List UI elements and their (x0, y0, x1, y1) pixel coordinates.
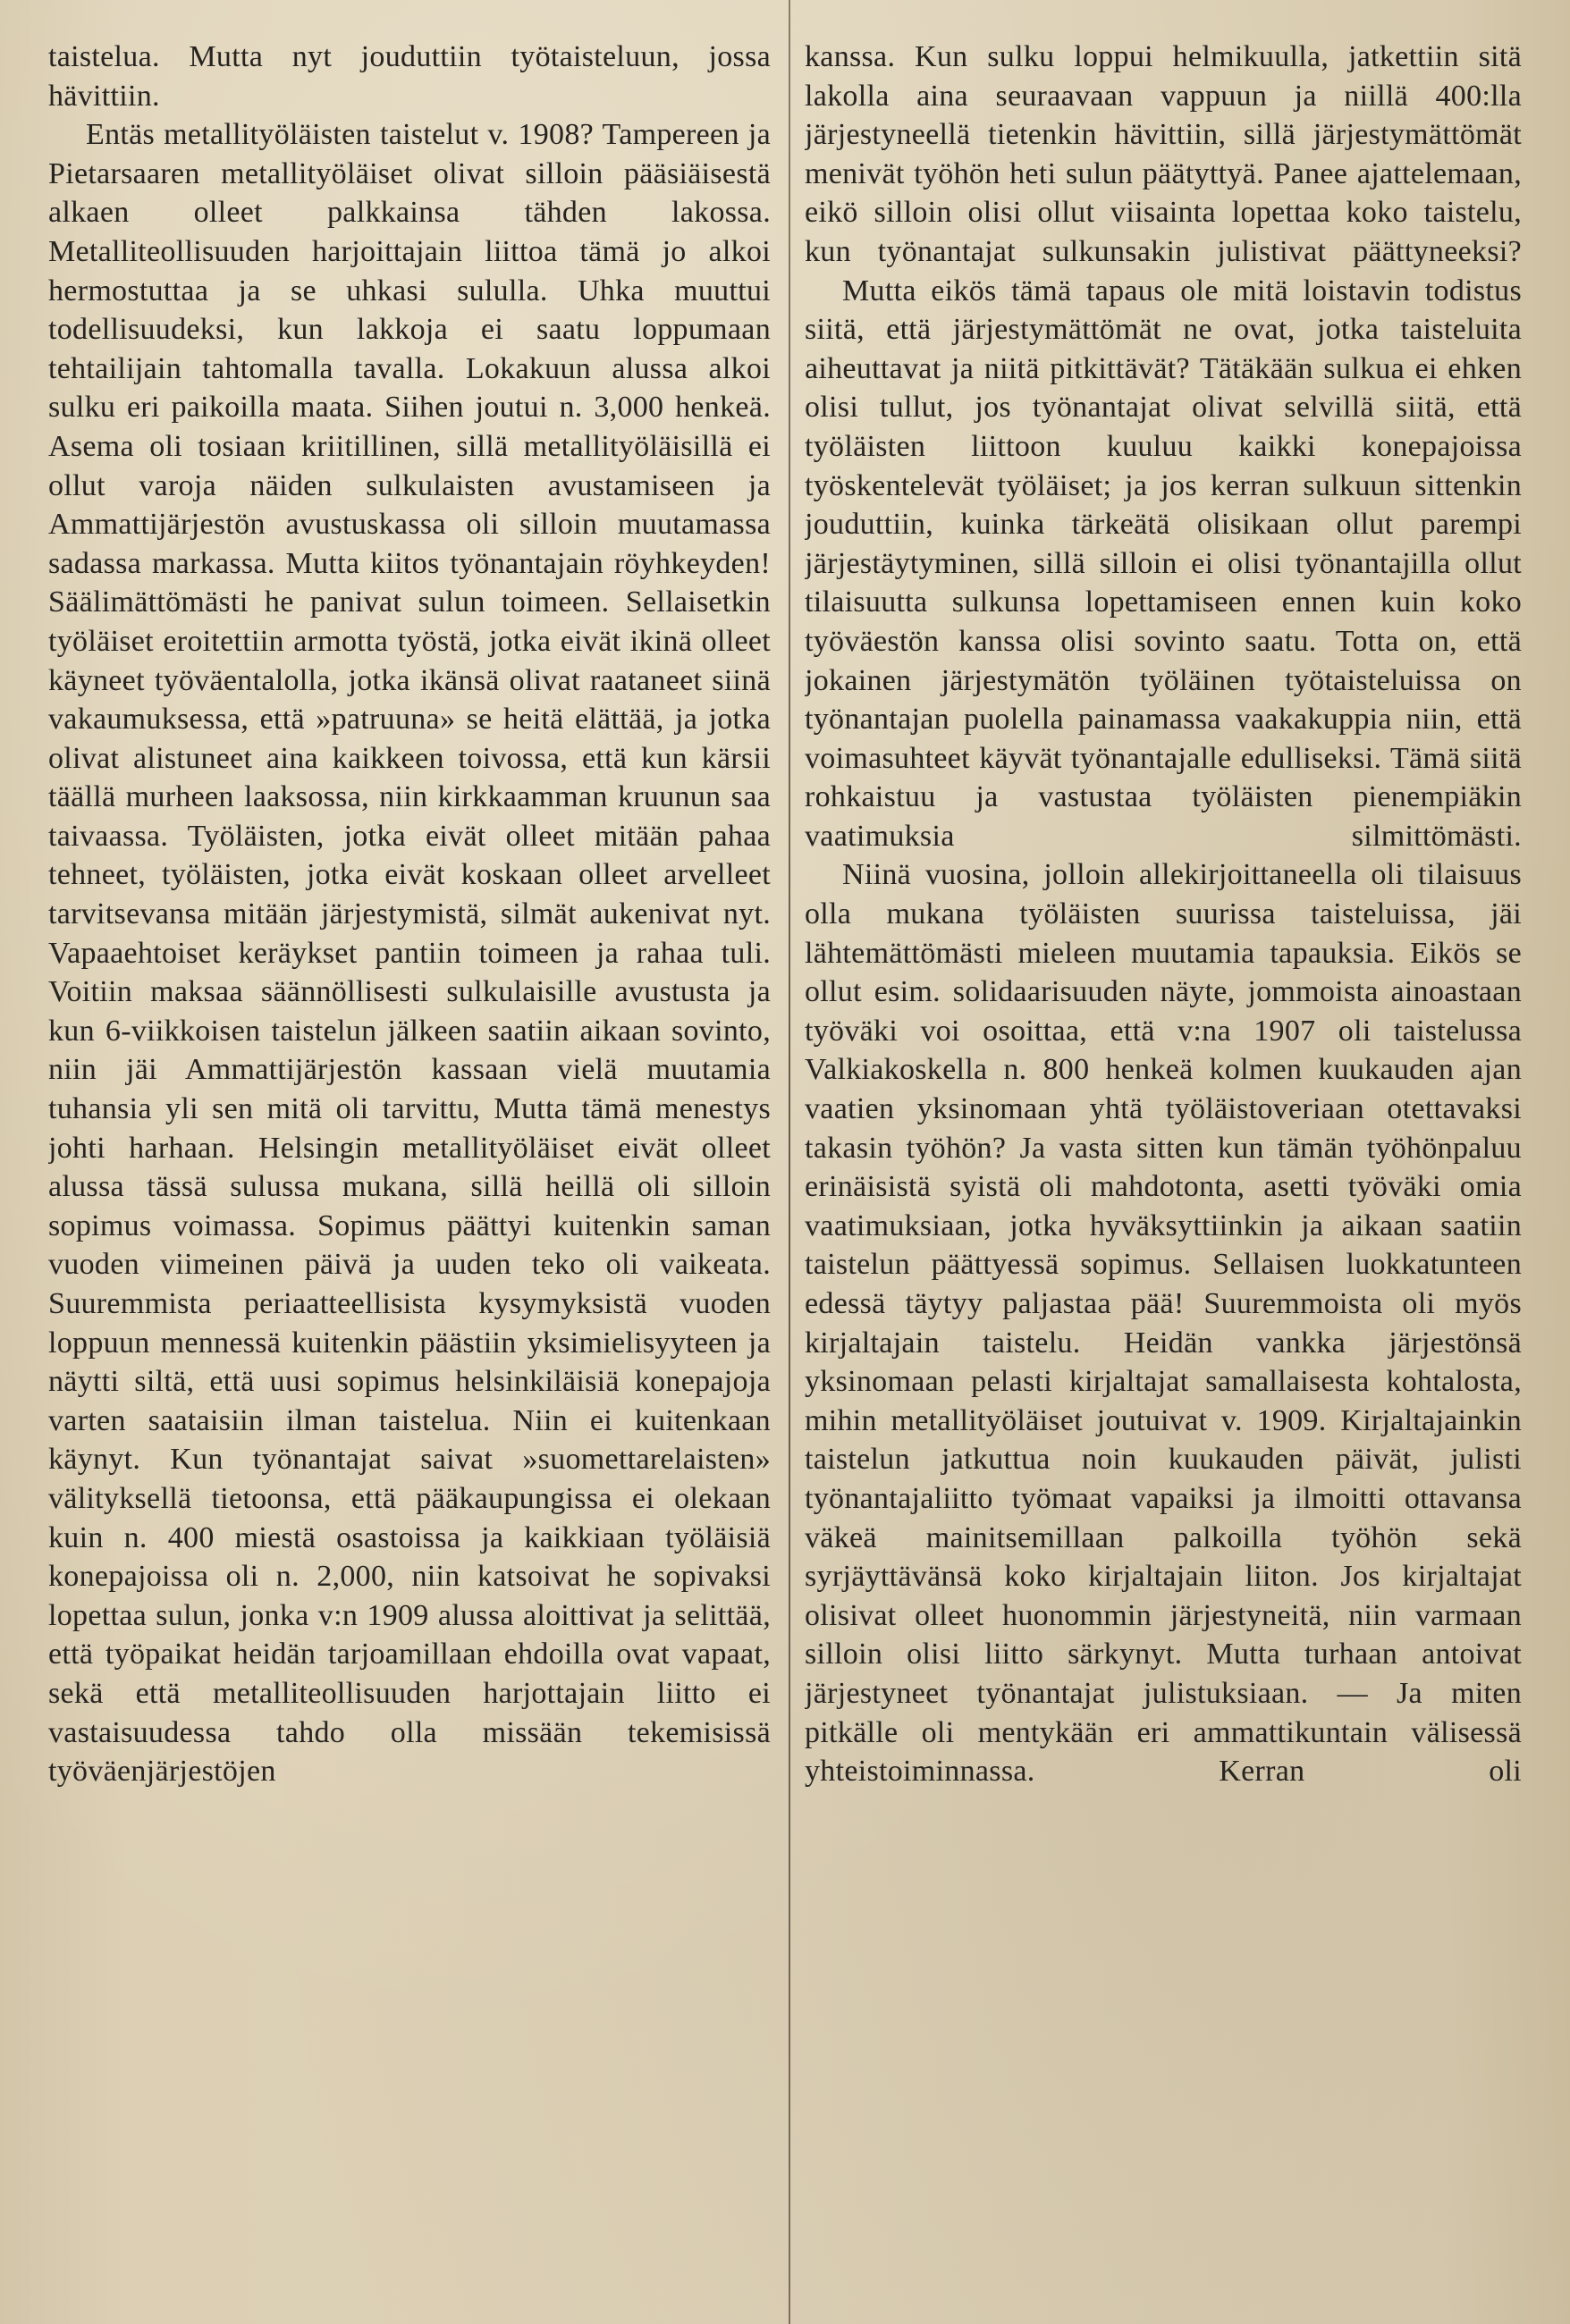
column-divider (789, 0, 790, 2324)
left-paragraph-2: Entäs metallityöläisten taistelut v. 1908? Tampereen ja Pietarsaaren metallityöläiset olivat silloin pääsiäisestä alkaen olleet palkkainsa tähden lakossa. Metalliteollisuuden harjoittajain liittoa tämä jo alkoi hermostuttaa ja se uhkasi sululla. Uhka muuttui todellisuudeksi, kun lakkoja ei saatu loppumaan tehtailijain tahtomalla tavalla. Lokakuun alussa alkoi sulku eri paikoilla maata. Siihen joutui n. 3,000 henkeä. Asema oli tosiaan kriitillinen, sillä metallityöläisillä ei ollut varoja näiden sulkulaisten avustamiseen ja Ammattijärjestön avustuskassa oli silloin muutamassa sadassa markassa. Mutta kiitos työnantajain röyhkeyden! Säälimättömästi he panivat sulun toimeen. Sellaisetkin työläiset eroitettiin armotta työstä, jotka eivät ikinä olleet käyneet työväentalolla, jotka ikänsä olivat raataneet siinä vakaumuksessa, että »patruuna» se heitä elättää, ja jotka olivat alistuneet aina kaikkeen toivossa, että kun kärsii täällä murheen laaksossa, niin kirkkaamman kruunun saa taivaassa. Työläisten, jotka eivät olleet mitään pahaa tehneet, työläisten, jotka eivät koskaan olleet arvelleet tarvitsevansa mitään järjestymistä, silmät aukenivat nyt. Vapaaehtoiset keräykset pantiin toimeen ja rahaa tuli. Voitiin maksaa säännöllisesti sulkulaisille avustusta ja kun 6-viikkoisen taistelun jälkeen saatiin aikaan sovinto, niin jäi Ammattijärjestön kassaan vielä muutamia tuhansia yli sen mitä oli tarvittu, Mutta tämä menestys johti harhaan. Helsingin metallityöläiset eivät olleet alussa tässä sulussa mukana, sillä heillä oli silloin sopimus voimassa. Sopimus päättyi kuitenkin saman vuoden viimeinen päivä ja uuden teko oli vaikeata. Suuremmista periaatteellisista kysymyksistä vuoden loppuun mennessä kuitenkin päästiin yksimielisyyteen ja näytti siltä, että uusi sopimus helsinkiläisiä konepajoja varten saataisiin ilman taistelua. Niin ei kuitenkaan käynyt. Kun työnantajat saivat »suomettarelaisten» välityksellä tietoonsa, että pääkaupungissa ei olekaan kuin n. 400 miestä osastoissa ja kaikkiaan työläisiä konepajoissa oli n. 2,000, niin katsoivat he sopivaksi lopettaa sulun, jonka v:n 1909 alussa aloittivat ja selittää, että työpaikat heidän tarjoamillaan ehdoilla ovat vapaat, sekä että metalliteollisuuden harjottajain liitto ei vastaisuudessa tahdo olla missään tekemisissä työväenjärjestöjen (48, 118, 771, 1789)
left-paragraph-1: taistelua. Mutta nyt jouduttiin työtaisteluun, jossa hävittiin. (48, 40, 771, 113)
right-paragraph-1: kanssa. Kun sulku loppui helmikuulla, jatkettiin sitä lakolla aina seuraavaan vappuun ja niillä 400:lla järjestyneellä tietenkin hävittiin, sillä järjestymättömät menivät työhön heti sulun päätyttyä. Panee ajattelemaan, eikö silloin olisi ollut viisainta lopettaa koko taistelu, kun työnantajat sulkunsakin julistivat päättyneeksi? (805, 40, 1522, 268)
left-column (48, 38, 771, 2299)
right-column (805, 38, 1522, 2299)
right-paragraph-2: Mutta eikös tämä tapaus ole mitä loistavin todistus siitä, että järjestymättömät ne ovat, jotka taisteluita aiheuttavat ja niitä pitkittävät? Tätäkään sulkua ei ehken olisi tullut, jos työnantajat olivat selvillä siitä, että työläisten liittoon kuuluu kaikki konepajoissa työskentelevät työläiset; ja jos kerran sulkuun sittenkin jouduttiin, kuinka tärkeätä olisikaan ollut parempi järjestäytyminen, sillä silloin ei olisi työnantajilla ollut tilaisuutta sulkunsa lopettamiseen ennen kuin koko työväestön kanssa olisi sovinto saatu. Totta on, että jokainen järjestymätön työläinen työtaisteluissa on työnantajan puolella painamassa vaakakuppia niin, että voimasuhteet käyvät työnantajalle edulliseksi. Tämä siitä rohkaistuu ja vastustaa työläisten pienempiäkin vaatimuksia silmittömästi. (805, 274, 1522, 853)
right-paragraph-3: Niinä vuosina, jolloin allekirjoittaneella oli tilaisuus olla mukana työläisten suurissa taisteluissa, jäi lähtemättömästi mieleen muutamia tapauksia. Eikös se ollut esim. solidaarisuuden näyte, jommoista ainoastaan työväki voi osoittaa, että v:na 1907 oli taistelussa Valkiakoskella n. 800 henkeä kolmen kuukauden ajan vaatien yksinomaan yhtä työläistoveriaan otettavaksi takasin työhön? Ja vasta sitten kun tämän työhönpaluu erinäisistä syistä oli mahdotonta, asetti työväki omia vaatimuksiaan, jotka hyväksyttiinkin ja aikaan saatiin taistelun päättyessä sopimus. Sellaisen luokkatunteen edessä täytyy paljastaa pää! Suuremmoista oli myös kirjaltajain taistelu. Heidän vankka järjestönsä yksinomaan pelasti kirjaltajat samallaisesta kohtalosta, mihin metallityöläiset joutuivat v. 1909. Kirjaltajainkin taistelun jatkuttua noin kuukauden päivät, julisti työnantajaliitto työmaat vapaiksi ja ilmoitti ottavansa väkeä mainitsemillaan palkoilla työhön sekä syrjäyttävänsä koko kirjaltajain liiton. Jos kirjaltajat olisivat olleet huonommin järjestyneitä, niin varmaan silloin olisi liitto särkynyt. Mutta turhaan antoivat järjestyneet työnantajat julistuksiaan. — Ja miten pitkälle oli mentykään eri ammattikuntain välisessä yhteistoiminnassa. Kerran oli (805, 858, 1522, 1789)
